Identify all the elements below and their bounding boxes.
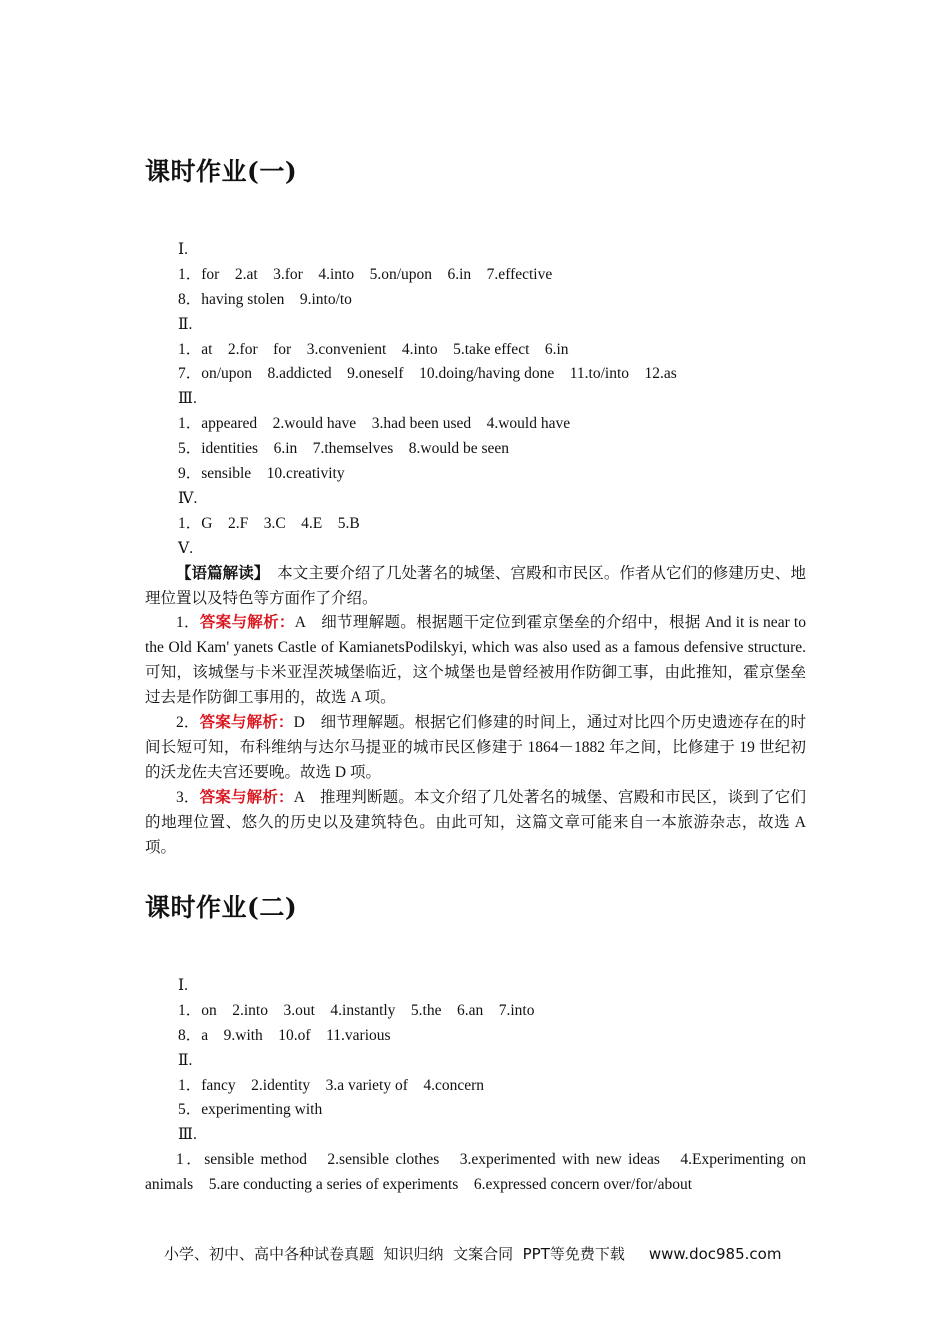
section1-title: 课时作业(一) (145, 157, 298, 186)
section1-answer-lines (178, 238, 950, 562)
section2-title: 课时作业(二) (145, 893, 298, 922)
section2-answer-lines (178, 974, 950, 1148)
answer-line: Ⅰ. (178, 977, 188, 994)
answer-text: A 推理判断题。本文介绍了几处著名的城堡、宫殿和市民区，谈到了它们的地理位置、悠久的历史以及建筑特色。由此可知，这篇文章可能来自一本旅游杂志，故选 A 项。 (145, 789, 806, 856)
answer-explanation-1 (145, 611, 806, 711)
answer-text: D 细节理解题。根据它们修建的时间上，通过对比四个历史遗迹存在的时间长短可知，布科维纳与达尔马提亚的城市民区修建于 1864－1882 年之间，比修建于 19 世纪初的沃龙佐夫宫还要晚。故选 D 项。 (145, 714, 806, 781)
answer-line: 1．appeared 2.would have 3.had been used 4.would have (178, 415, 571, 433)
answer-line: 9．sensible 10.creativity (178, 465, 345, 483)
answer-line: Ⅴ. (178, 539, 194, 557)
answer-label: 答案与解析： (199, 789, 294, 806)
answer-line: Ⅲ. (178, 1126, 197, 1144)
answer-label: 答案与解析： (199, 614, 295, 631)
answer-line: 5．identities 6.in 7.themselves 8.would be seen (178, 440, 510, 458)
answer-number: 3． (176, 789, 200, 806)
answer-label: 答案与解析： (199, 714, 294, 731)
answer-line: 7．on/upon 8.addicted 9.oneself 10.doing/having done 11.to/into 12.as (178, 365, 677, 383)
answer-line: Ⅰ. (178, 241, 188, 258)
answer-line: 1．for 2.at 3.for 4.into 5.on/upon 6.in 7.effective (178, 265, 553, 283)
answer-explanation-3 (145, 786, 806, 861)
footer-site-link[interactable]: www.doc985.com (648, 1245, 782, 1263)
answer-line: 1．on 2.into 3.out 4.instantly 5.the 6.an 7.into (178, 1001, 535, 1019)
answer-number: 1． (176, 614, 200, 631)
passage-summary (145, 562, 806, 612)
answer-line: 8．having stolen 9.into/to (178, 290, 352, 308)
footer-text: 小学、初中、高中各种试卷真题 知识归纳 文案合同 PPT等免费下载 (164, 1245, 625, 1263)
answer-line: Ⅱ. (178, 315, 193, 333)
answer-explanation-2 (145, 711, 806, 786)
answer-line: 1．at 2.for for 3.convenient 4.into 5.take effect 6.in (178, 340, 569, 358)
footer-banner (164, 1243, 781, 1264)
section2-phrases-paragraph: 1．sensible method 2.sensible clothes 3.experimented with new ideas 4.Experimenting on animals 5.are conducting a series of experiments 6.expressed concern over/for/about (145, 1151, 806, 1193)
passage-text: 本文主要介绍了几处著名的城堡、宫殿和市民区。作者从它们的修建历史、地理位置以及特色等方面作了介绍。 (145, 565, 806, 607)
answer-line: 1．G 2.F 3.C 4.E 5.B (178, 514, 360, 532)
answer-line: 1．fancy 2.identity 3.a variety of 4.concern (178, 1076, 485, 1094)
passage-label: 【语篇解读】 (176, 565, 262, 582)
answer-line: Ⅳ. (178, 489, 198, 507)
answer-line: Ⅲ. (178, 390, 197, 408)
answer-line: Ⅱ. (178, 1051, 193, 1069)
answer-line: 8．a 9.with 10.of 11.various (178, 1026, 391, 1044)
answer-text: A 细节理解题。根据题干定位到霍京堡垒的介绍中，根据 And it is near to the Old Kam' yanets Castle of KamianetsPodilskyi, which was also used as a famous defensive structure.可知，该城堡与卡米亚涅茨城堡临近，这个城堡也是曾经被用作防御工事，由此推知，霍京堡垒过去是作防御工事用的，故选 A 项。 (145, 614, 806, 706)
answer-line: 5．experimenting with (178, 1101, 323, 1119)
answer-number: 2． (176, 714, 200, 731)
